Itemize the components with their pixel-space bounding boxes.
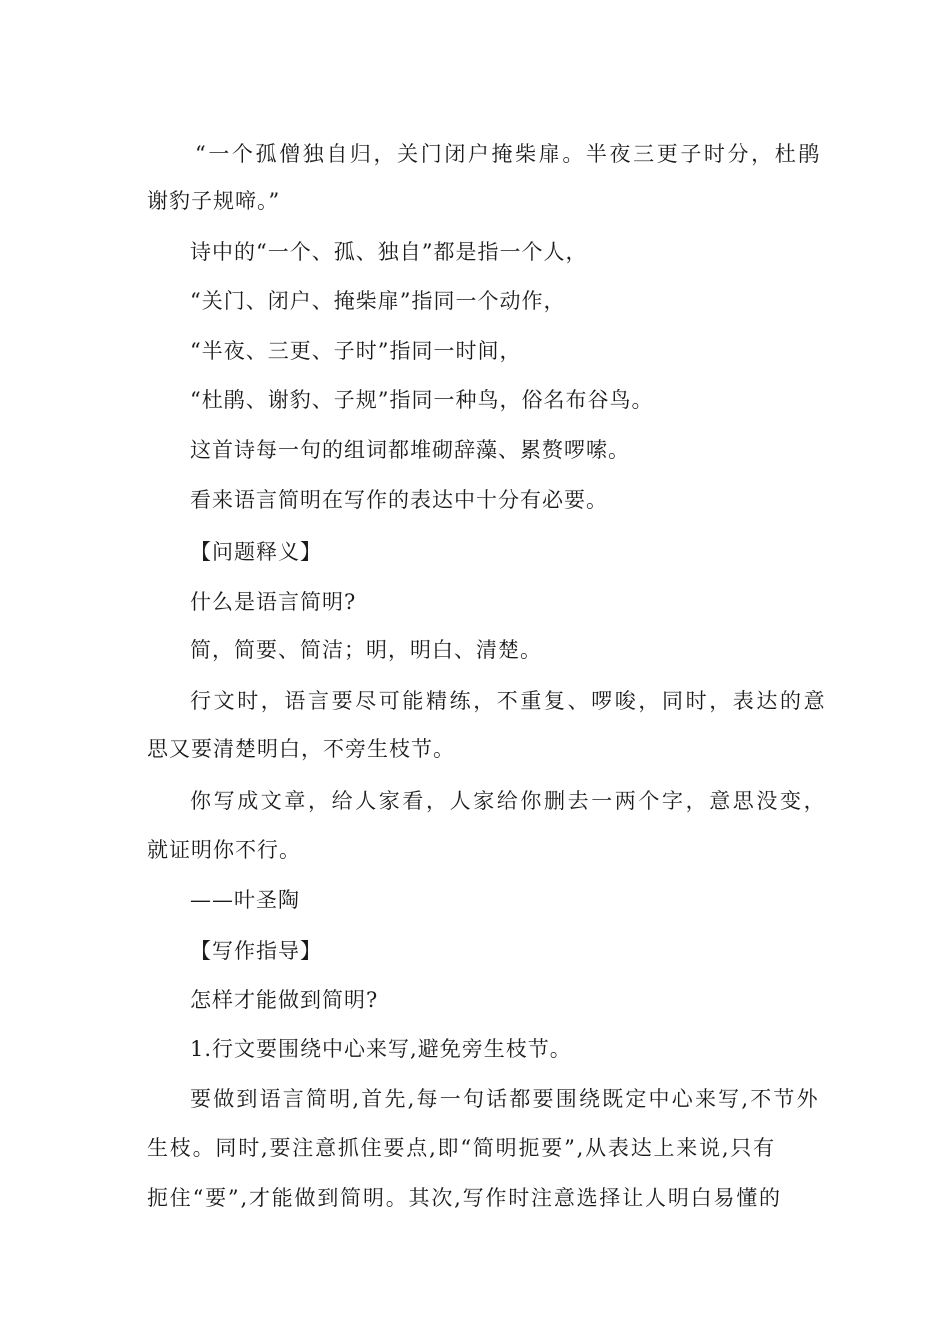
text-line: 诗中的“一个、孤、独自”都是指一个人，	[190, 240, 588, 264]
text-line: 扼住“要”,才能做到简明。其次,写作时注意选择让人明白易懂的	[147, 1186, 782, 1210]
text-line: 1.行文要围绕中心来写,避免旁生枝节。	[190, 1037, 572, 1061]
quote-line: 就证明你不行。	[147, 838, 301, 862]
text-line: 要做到语言简明,首先,每一句话都要围绕既定中心来写,不节外	[190, 1087, 820, 1111]
text-line: 什么是语言简明?	[190, 590, 357, 614]
quote-attribution: ——叶圣陶	[190, 888, 300, 912]
text-line: 行文时，语言要尽可能精练，不重复、啰唆，同时，表达的意	[190, 689, 828, 713]
text-line: 看来语言简明在写作的表达中十分有必要。	[190, 488, 608, 512]
section-heading: 【问题释义】	[190, 540, 322, 564]
text-line: 怎样才能做到简明?	[190, 988, 379, 1012]
text-line: 生枝。同时,要注意抓住要点,即“简明扼要”,从表达上来说,只有	[147, 1136, 776, 1160]
text-line: “一个孤僧独自归，关门闭户掩柴扉。半夜三更子时分，杜鹃	[195, 142, 822, 166]
text-line: 谢豹子规啼。”	[147, 189, 281, 213]
text-line: “关门、闭户、掩柴扉”指同一个动作，	[190, 289, 566, 313]
quote-line: 你写成文章，给人家看，人家给你删去一两个字，意思没变，	[190, 789, 828, 813]
text-line: 思又要清楚明白，不旁生枝节。	[147, 737, 455, 761]
text-line: 简，简要、简洁；明，明白、清楚。	[190, 638, 542, 662]
text-line: 这首诗每一句的组词都堆砌辞藻、累赘啰嗦。	[190, 438, 630, 462]
text-line: “半夜、三更、子时”指同一时间，	[190, 339, 522, 363]
section-heading: 【写作指导】	[190, 939, 322, 963]
text-line: “杜鹃、谢豹、子规”指同一种鸟，俗名布谷鸟。	[190, 388, 654, 412]
